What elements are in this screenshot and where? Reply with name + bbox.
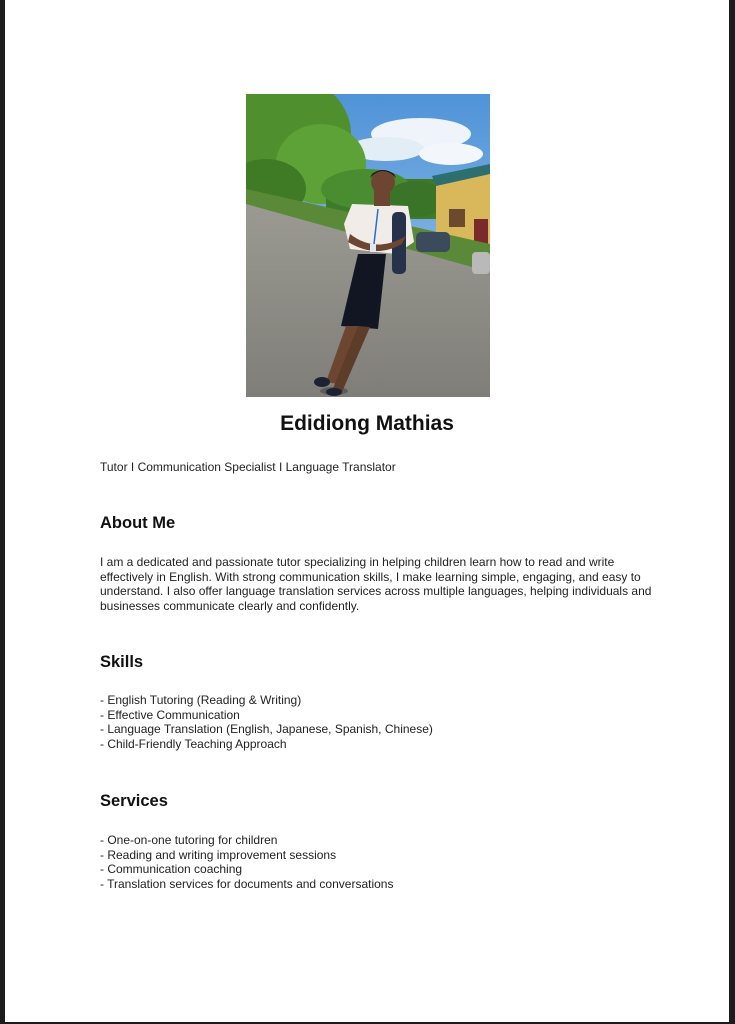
list-item: - Communication coaching [100,862,243,877]
list-item: - Language Translation (English, Japanese, Spanish, Chinese) [100,722,433,737]
list-item: - Effective Communication [100,707,240,722]
about-heading: About Me [100,514,176,532]
list-item: - Child-Friendly Teaching Approach [100,736,287,751]
services-heading: Services [100,792,168,810]
skills-heading: Skills [100,653,144,671]
services-list [100,833,393,891]
profile-photo [246,94,490,397]
about-text: I am a dedicated and passionate tutor specializing in helping children learn how to read and write effectively in English. With strong communication skills, I make learning simple, engaging, and easy to understand. I also offer language translation services across multiple languages, helping individuals and businesses communicate clearly and confidently. [100,555,652,613]
list-item: - English Tutoring (Reading & Writing) [100,693,302,707]
resume-page [5,0,729,1022]
skills-list [100,693,433,751]
list-item: - Translation services for documents and conversations [100,876,394,891]
professional-tagline: Tutor I Communication Specialist I Language Translator [100,460,396,474]
list-item: - Reading and writing improvement sessions [100,847,337,862]
list-item: - One-on-one tutoring for children [100,833,278,847]
full-name: Edidiong Mathias [280,412,454,435]
